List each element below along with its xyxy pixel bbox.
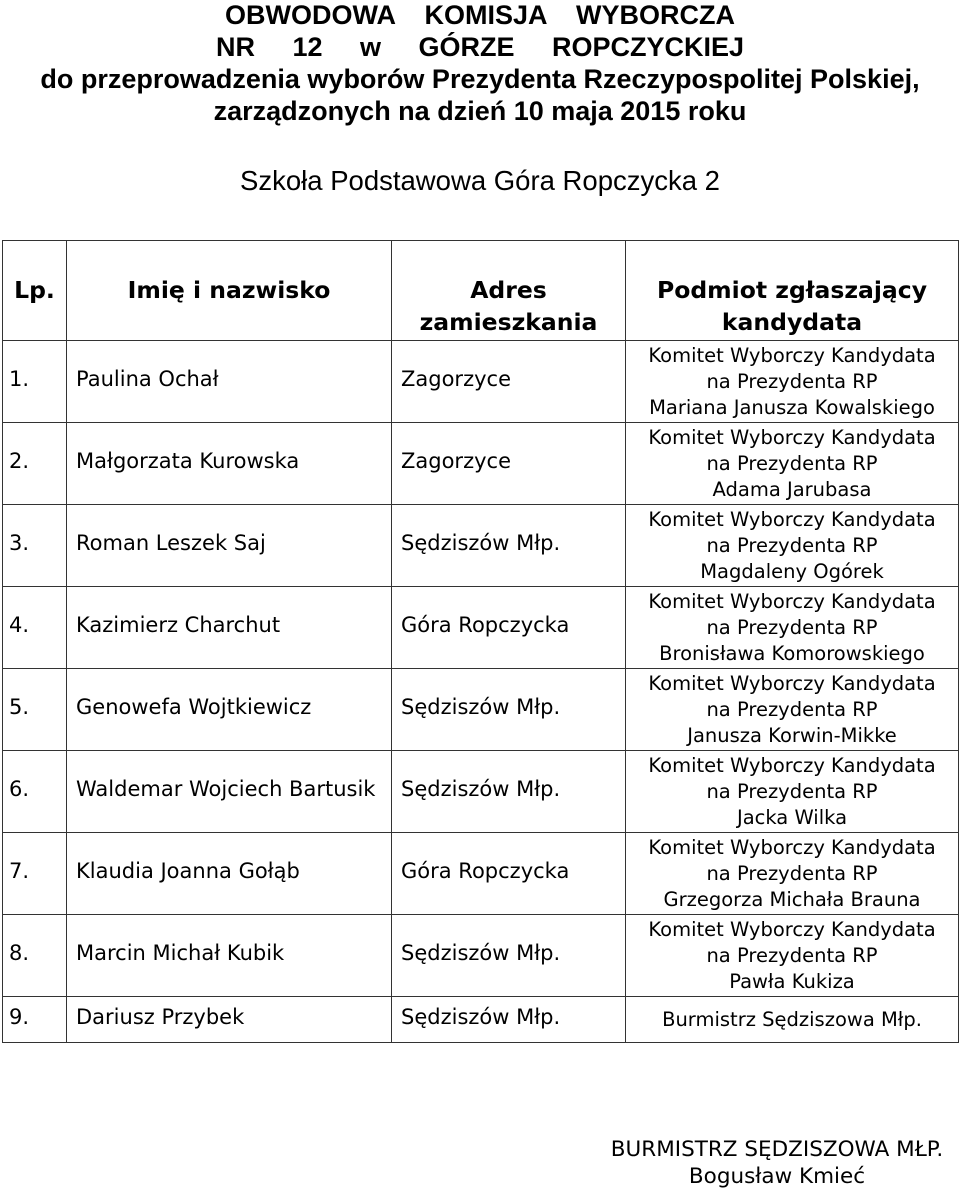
- member-name: Kazimierz Charchut: [67, 587, 392, 669]
- column-header-submitter-line: kandydata: [721, 308, 863, 336]
- member-name: Małgorzata Kurowska: [67, 423, 392, 505]
- row-number: 8.: [3, 915, 67, 997]
- table-row: [3, 833, 959, 915]
- row-number: 2.: [3, 423, 67, 505]
- member-address: Zagorzyce: [392, 341, 626, 423]
- nominating-entity: [626, 505, 959, 587]
- nominating-entity: [626, 587, 959, 669]
- nominating-entity-line: Bronisława Komorowskiego: [659, 641, 925, 665]
- nominating-entity-line: na Prezydenta RP: [706, 451, 878, 475]
- member-name: Waldemar Wojciech Bartusik: [67, 751, 392, 833]
- nominating-entity: [626, 751, 959, 833]
- table-row: [3, 587, 959, 669]
- nominating-entity-line: Komitet Wyborczy Kandydata: [648, 917, 936, 941]
- document-title: [0, 0, 960, 127]
- nominating-entity-line: Janusza Korwin-Mikke: [687, 723, 897, 747]
- member-name: Dariusz Przybek: [67, 997, 392, 1043]
- nominating-entity: [626, 833, 959, 915]
- table-row: [3, 505, 959, 587]
- nominating-entity-line: Komitet Wyborczy Kandydata: [648, 343, 936, 367]
- member-name: Roman Leszek Saj: [67, 505, 392, 587]
- row-number: 1.: [3, 341, 67, 423]
- nominating-entity-line: Magdaleny Ogórek: [700, 559, 884, 583]
- table-row: [3, 997, 959, 1043]
- nominating-entity-line: Grzegorza Michała Brauna: [663, 887, 921, 911]
- table-row: [3, 423, 959, 505]
- nominating-entity: [626, 997, 959, 1043]
- member-address: Sędziszów Młp.: [392, 505, 626, 587]
- member-address: Sędziszów Młp.: [392, 669, 626, 751]
- nominating-entity-line: Komitet Wyborczy Kandydata: [648, 671, 936, 695]
- title-line-commission: OBWODOWA KOMISJA WYBORCZA: [225, 0, 735, 30]
- row-number: 5.: [3, 669, 67, 751]
- polling-station-location: Szkoła Podstawowa Góra Ropczycka 2: [240, 165, 720, 196]
- column-header-address-line: zamieszkania: [419, 308, 598, 336]
- row-number: 4.: [3, 587, 67, 669]
- nominating-entity-line: Komitet Wyborczy Kandydata: [648, 753, 936, 777]
- nominating-entity-line: na Prezydenta RP: [706, 943, 878, 967]
- nominating-entity-line: Komitet Wyborczy Kandydata: [648, 835, 936, 859]
- nominating-entity-line: Jacka Wilka: [736, 805, 848, 829]
- table-row: [3, 751, 959, 833]
- member-address: Góra Ropczycka: [392, 587, 626, 669]
- row-number: 3.: [3, 505, 67, 587]
- table-row: [3, 341, 959, 423]
- nominating-entity: [626, 341, 959, 423]
- nominating-entity: [626, 423, 959, 505]
- nominating-entity-line: Komitet Wyborczy Kandydata: [648, 507, 936, 531]
- commission-members-table: [2, 240, 959, 1043]
- nominating-entity-line: na Prezydenta RP: [706, 533, 878, 557]
- member-address: Sędziszów Młp.: [392, 751, 626, 833]
- nominating-entity: [626, 669, 959, 751]
- table-header-row: [3, 241, 959, 341]
- nominating-entity-line: na Prezydenta RP: [706, 779, 878, 803]
- member-address: Sędziszów Młp.: [392, 915, 626, 997]
- nominating-entity-line: Burmistrz Sędziszowa Młp.: [662, 1007, 922, 1031]
- title-line-purpose: do przeprowadzenia wyborów Prezydenta Rzeczypospolitej Polskiej,: [40, 64, 920, 94]
- member-name: Marcin Michał Kubik: [67, 915, 392, 997]
- column-header-address: [392, 241, 626, 341]
- row-number: 9.: [3, 997, 67, 1043]
- member-address: Zagorzyce: [392, 423, 626, 505]
- row-number: 7.: [3, 833, 67, 915]
- row-number: 6.: [3, 751, 67, 833]
- signatory-title: BURMISTRZ SĘDZISZOWA MŁP.: [610, 1137, 944, 1162]
- nominating-entity-line: na Prezydenta RP: [706, 861, 878, 885]
- nominating-entity-line: na Prezydenta RP: [706, 697, 878, 721]
- nominating-entity-line: Pawła Kukiza: [729, 969, 855, 993]
- nominating-entity-line: na Prezydenta RP: [706, 369, 878, 393]
- nominating-entity-line: Komitet Wyborczy Kandydata: [648, 425, 936, 449]
- member-name: Genowefa Wojtkiewicz: [67, 669, 392, 751]
- signature-block: [597, 1136, 957, 1190]
- nominating-entity-line: Adama Jarubasa: [712, 477, 872, 501]
- member-address: Sędziszów Młp.: [392, 997, 626, 1043]
- column-header-name: Imię i nazwisko: [67, 241, 392, 341]
- column-header-submitter-line: Podmiot zgłaszający: [656, 276, 928, 304]
- signatory-name: Bogusław Kmieć: [688, 1164, 866, 1189]
- member-name: Paulina Ochał: [67, 341, 392, 423]
- nominating-entity-line: Komitet Wyborczy Kandydata: [648, 589, 936, 613]
- nominating-entity-line: na Prezydenta RP: [706, 615, 878, 639]
- nominating-entity: [626, 915, 959, 997]
- table-row: [3, 669, 959, 751]
- table-row: [3, 915, 959, 997]
- title-line-date: zarządzonych na dzień 10 maja 2015 roku: [213, 96, 747, 126]
- member-address: Góra Ropczycka: [392, 833, 626, 915]
- member-name: Klaudia Joanna Gołąb: [67, 833, 392, 915]
- title-line-number: NR 12 w GÓRZE ROPCZYCKIEJ: [215, 32, 745, 62]
- column-header-lp: Lp.: [3, 241, 67, 341]
- column-header-address-line: Adres: [470, 276, 547, 304]
- column-header-submitter: [626, 241, 959, 341]
- nominating-entity-line: Mariana Janusza Kowalskiego: [649, 395, 935, 419]
